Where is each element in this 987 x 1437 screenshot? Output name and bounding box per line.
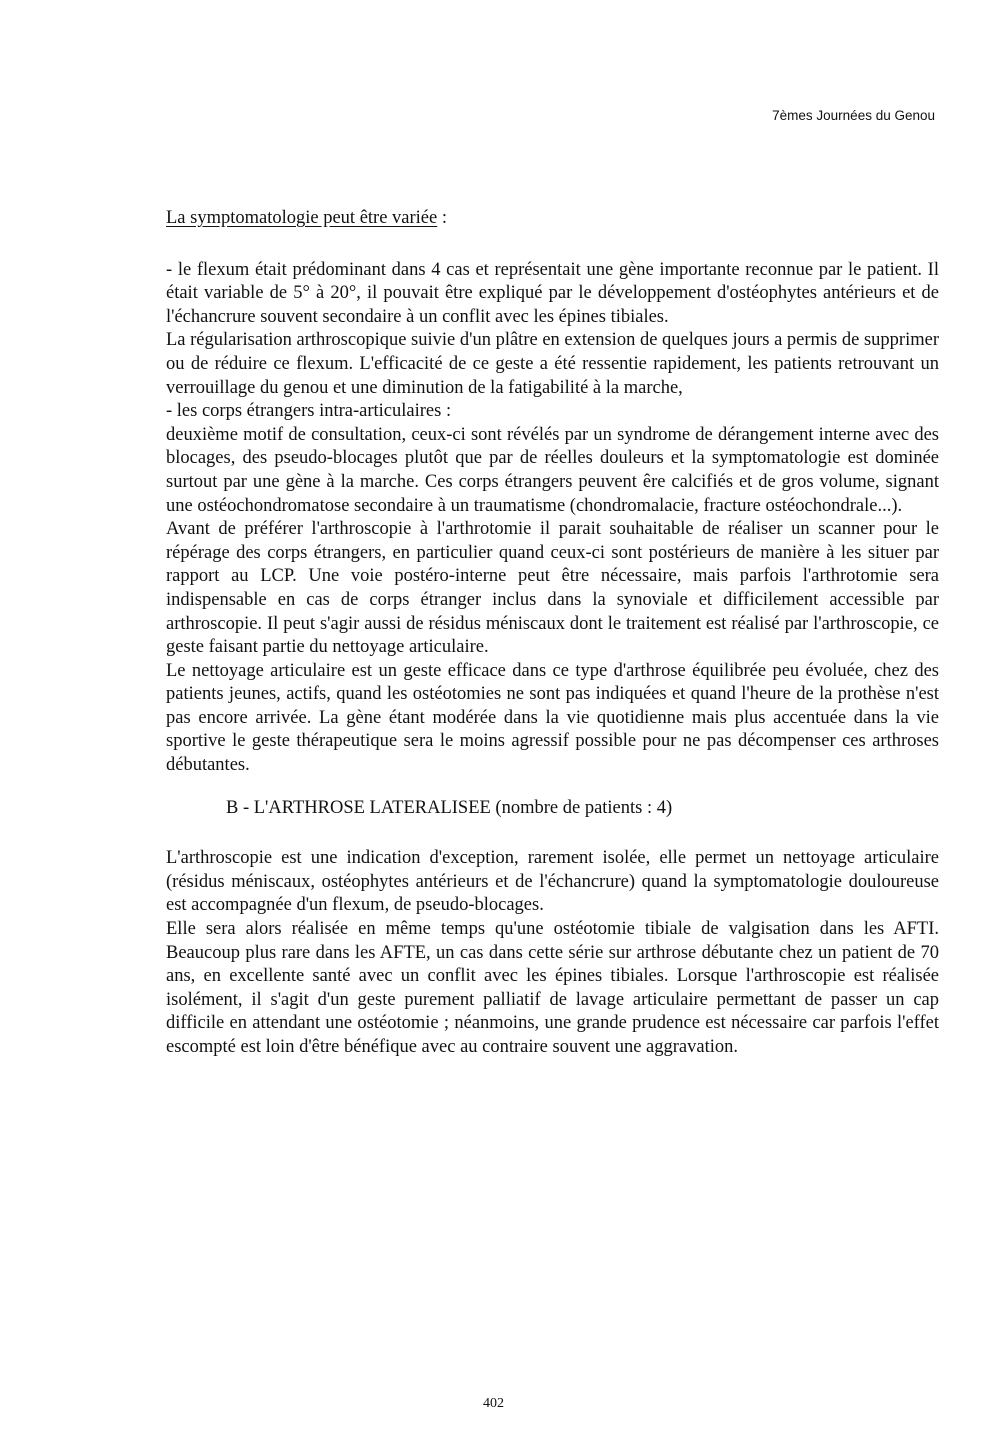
paragraph-deuxieme-motif: deuxième motif de consultation, ceux-ci sont révélés par un syndrome de dérangement interne avec des blocages, des pseudo-blocages plutôt que par de réelles douleurs et la symptomatologie est dominée surtout par une gène à la marche. Ces corps étrangers peuvent êre calcifiés et de gros volume, signant une ostéochondromatose secondaire à un traumatisme (chondromalacie, fracture ostéochondrale...).: [166, 424, 939, 516]
paragraph-indication-exception: L'arthroscopie est une indication d'exception, rarement isolée, elle permet un nettoyage articulaire (résidus méniscaux, ostéophytes antérieurs et de l'échancrure) quand la symptomatologie douloureuse est accompagnée d'un flexum, de pseudo-blocages.: [166, 848, 939, 916]
section-title-arthrose-lateralisee: B - L'ARTHROSE LATERALISEE (nombre de patients : 4): [226, 797, 673, 818]
paragraph-avant-de-preferer: Avant de préférer l'arthroscopie à l'arthrotomie il parait souhaitable de réaliser un scanner pour le répérage des corps étrangers, en particulier quand ceux-ci sont postérieurs de manière à les situer par rapport au LCP. Une voie postéro-interne peut être nécessaire, mais parfois l'arthrotomie sera indispensable en cas de corps étranger inclus dans la synoviale et difficilement accessible par arthroscopie. Il peut s'agir aussi de résidus méniscaux dont le traitement est réalisé par l'arthroscopie, ce geste faisant partie du nettoyage articulaire.: [166, 519, 939, 658]
running-header: 7èmes Journées du Genou: [772, 108, 935, 123]
document-body: [166, 207, 939, 1060]
paragraph-flexum: - le flexum était prédominant dans 4 cas et représentait une gène importante reconnue par le patient. Il était variable de 5° à 20°, il pouvait être expliqué par le développement d'ostéophytes antérieurs et de l'échancrure souvent secondaire à un conflit avec les épines tibiales.: [166, 259, 939, 327]
paragraph-osteotomie: Elle sera alors réalisée en même temps qu'une ostéotomie tibiale de valgisation dans les AFTI. Beaucoup plus rare dans les AFTE, un cas dans cette série sur arthrose débutante chez un patient de 70 ans, en excellente santé avec un conflit avec les épines tibiales. Lorsque l'arthroscopie est réalisée isolément, il s'agit d'un geste purement palliatif de lavage articulaire permettant de passer un cap difficile en attendant une ostéotomie ; néanmoins, une grande prudence est nécessaire car parfois l'effet escompté est loin d'être bénéfique avec au contraire souvent une aggravation.: [166, 919, 939, 1057]
section-heading: [166, 207, 939, 231]
paragraph-nettoyage: Le nettoyage articulaire est un geste efficace dans ce type d'arthrose équilibrée peu évoluée, chez des patients jeunes, actifs, quand les ostéotomies ne sont pas indiquées et quand l'heure de la prothèse n'est pas encore arrivée. La gène étant modérée dans la vie quotidienne mais plus accentuée dans la vie sportive le geste thérapeutique sera le moins agressif possible pour ne pas décompenser ces arthroses débutantes.: [166, 660, 939, 776]
heading-underlined: La symptomatologie peut être variée: [166, 208, 438, 228]
page-number: 402: [483, 1396, 504, 1411]
paragraph-corps-etrangers-heading: - les corps étrangers intra-articulaires :: [166, 401, 452, 422]
paragraph-regularisation: La régularisation arthroscopique suivie d'un plâtre en extension de quelques jours a permis de supprimer ou de réduire ce flexum. L'efficacité de ce geste a été ressentie rapidement, les patients retrouvant un verrouillage du genou et une diminution de la fatigabilité à la marche,: [166, 330, 939, 398]
heading-suffix: :: [437, 208, 447, 228]
